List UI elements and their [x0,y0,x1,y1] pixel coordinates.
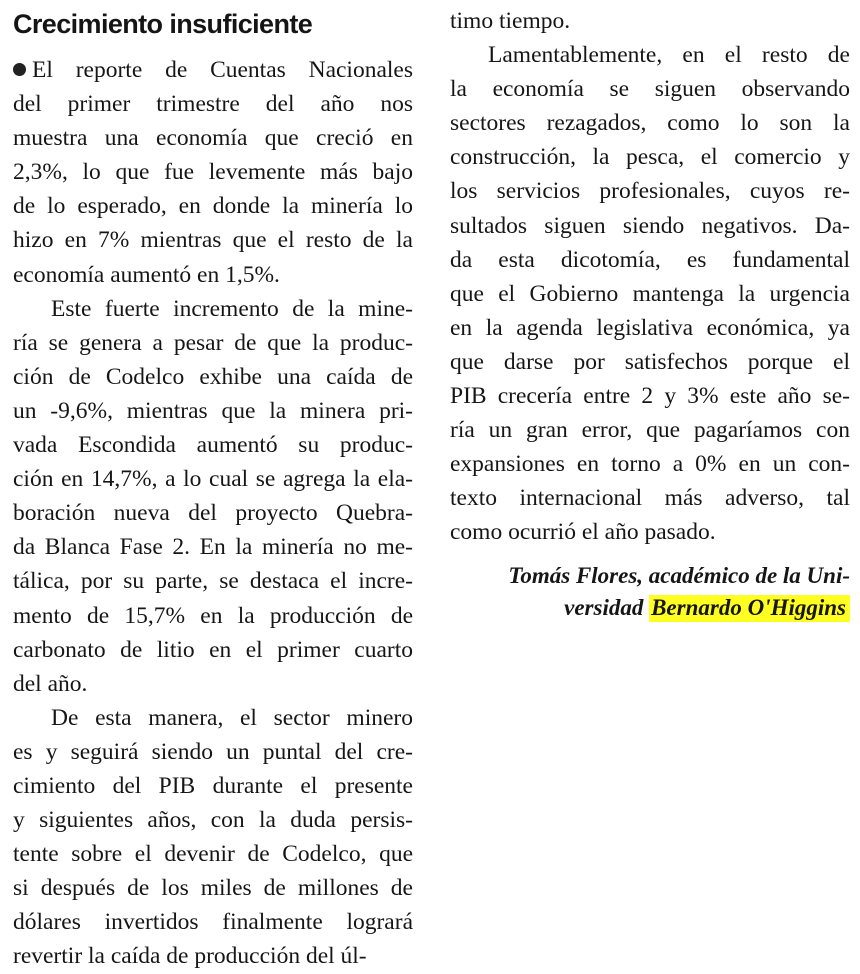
text-line-content: un -9,6%, mientras que la minera pri- [13,397,413,424]
text-line-content: 2,3%, lo que fue levemente más bajo [13,159,413,186]
signature-prefix: versidad [564,595,650,620]
text-line [13,189,413,223]
text-line-content: vada Escondida aumentó su produc- [13,432,413,459]
text-line [13,258,413,292]
text-line [13,871,413,905]
article-headline: Crecimiento insuficiente [13,9,313,39]
text-line [450,106,850,140]
text-line [450,72,850,106]
text-line-content: ción en 14,7%, a lo cual se agrega la ela- [13,466,413,493]
text-line-content: que el Gobierno mantenga la urgencia [450,280,850,307]
text-line-content: y siguientes años, con la duda persis- [13,807,413,834]
text-line [13,326,413,360]
text-line [450,345,850,379]
text-line [13,428,413,462]
text-line [450,515,850,549]
bullet-icon [13,63,26,76]
author-signature-line-1: Tomás Flores, académico de la Uni- [508,563,850,588]
text-line [450,311,850,345]
text-line-content: Este fuerte incremento de la mine- [51,295,413,322]
text-line-content: carbonato de litio en el primer cuarto [13,636,413,663]
text-line-content: del primer trimestre del año nos [13,91,413,118]
text-line [450,174,850,208]
text-line-content: texto internacional más adverso, tal [450,485,850,512]
text-line-content: que darse por satisfechos porque el [450,348,850,375]
text-line [13,667,413,701]
highlighted-university-name: Bernardo O'Higgins [649,595,850,622]
text-line [450,140,850,174]
right-column [450,4,850,550]
text-line-content: la economía se siguen observando [450,76,850,103]
text-line [13,462,413,496]
text-line [450,4,850,38]
text-line-content: de lo esperado, en donde la minería lo [13,193,413,220]
text-line-content: timo tiempo. [450,8,571,34]
text-line-content: del año. [13,670,88,697]
text-line [13,155,413,189]
text-line-content: como ocurrió el año pasado. [450,519,716,546]
text-line [13,803,413,837]
text-line-content: si después de los miles de millones de [13,875,413,902]
text-line [13,496,413,530]
text-line-content: hizo en 7% mientras que el resto de la [13,227,413,254]
text-line-content: sectores rezagados, como lo son la [450,110,850,137]
text-line-content: da Blanca Fase 2. En la minería no me- [13,534,413,561]
text-line [450,209,850,243]
author-signature-line-2 [564,592,850,624]
text-line [450,413,850,447]
text-line-content: en la agenda legislativa económica, ya [450,314,850,341]
text-line [13,292,413,326]
text-line-content: mento de 15,7% en la producción de [13,602,413,629]
text-line [13,905,413,939]
text-line-content: es y seguirá siendo un puntal del cre- [13,738,413,765]
text-line-content: los servicios profesionales, cuyos re- [450,178,850,205]
text-line [13,769,413,803]
text-line-content: boración nueva del proyecto Quebra- [13,500,413,527]
text-line-content: El reporte de Cuentas Nacionales [32,57,413,83]
text-line-content: tálica, por su parte, se destaca el incre- [13,568,413,595]
text-line-content: ría un gran error, que pagaríamos con [450,417,850,444]
text-line [13,701,413,735]
left-column [13,53,413,974]
text-line-content: da esta dicotomía, es fundamental [450,246,850,273]
text-line-content: tente sobre el devenir de Codelco, que [13,841,413,868]
text-line-content: economía aumentó en 1,5%. [13,261,280,288]
text-line-content: revertir la caída de producción del úl- [13,943,367,970]
text-line [450,38,850,72]
text-line [13,530,413,564]
text-line-content: sultados siguen siendo negativos. Da- [450,212,850,239]
text-line-content: Lamentablemente, en el resto de [488,42,850,69]
text-line-content: construcción, la pesca, el comercio y [450,144,850,171]
text-line-content: expansiones en torno a 0% en un con- [450,451,850,478]
text-line [13,53,413,87]
text-line-content: ría se genera a pesar de que la produc- [13,329,413,356]
text-line [450,379,850,413]
text-line [13,121,413,155]
text-line [450,277,850,311]
text-line [13,735,413,769]
text-line [450,243,850,277]
text-line [13,599,413,633]
text-line [13,837,413,871]
text-line-content: dólares invertidos finalmente logrará [13,909,413,936]
text-line [13,633,413,667]
text-line [450,481,850,515]
text-line [13,394,413,428]
text-line [13,223,413,257]
text-line-content: PIB crecería entre 2 y 3% este año se- [450,383,850,410]
text-line [13,87,413,121]
text-line-content: ción de Codelco exhibe una caída de [13,363,413,390]
text-line [13,360,413,394]
text-line-content: cimiento del PIB durante el presente [13,772,413,799]
text-line-content: muestra una economía que creció en [13,125,413,152]
text-line-content: De esta manera, el sector minero [51,704,413,731]
text-line [13,939,413,973]
text-line [450,447,850,481]
text-line [13,564,413,598]
